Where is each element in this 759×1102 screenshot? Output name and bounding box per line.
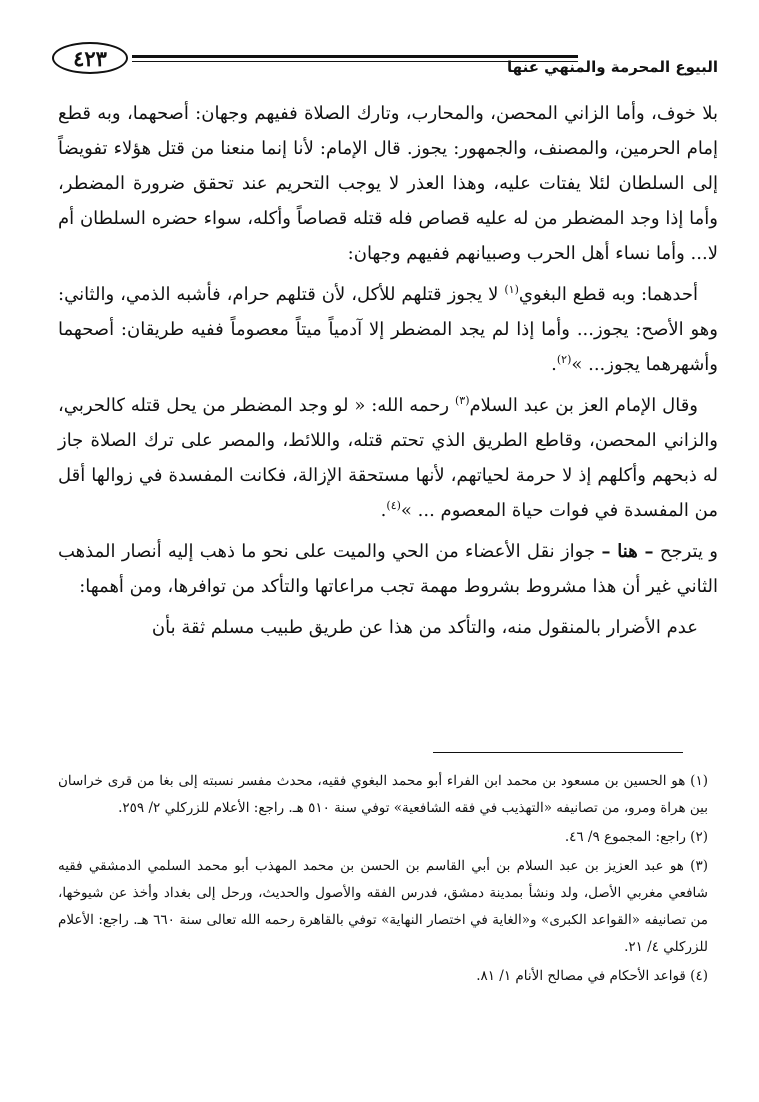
paragraph-3: [58, 388, 718, 528]
paragraph-4-emphasis: – هنا –: [601, 541, 654, 562]
footnotes: [58, 768, 708, 992]
footnote-ref-3: (٣): [454, 394, 470, 407]
footnote-separator: [433, 752, 683, 753]
paragraph-4: [58, 534, 718, 604]
paragraph-1: بلا خوف، وأما الزاني المحصن، والمحارب، وتارك الصلاة ففيهم وجهان: أصحهما، وبه قطع إمام الحرمين، والمصنف، والجمهور: يجوز. قال الإمام: لأنا إنما منعنا من قتل هؤلاء تفويضاً إلى السلطان لئلا يفتات عليه، وهذا العذر لا يوجب التحريم عند تحقق ضرورة المضطر، وأما إذا وجد المضطر من له عليه قصاص فله قتله قصاصاً وأكله، سواء حضره السلطان أم لا... وأما نساء أهل الحرب وصبيانهم ففيهم وجهان:: [58, 103, 718, 264]
footnote-ref-4: (٤): [386, 499, 401, 512]
paragraph-2-text-a: أحدهما: وبه قطع البغوي: [518, 284, 698, 305]
footnote-ref-2: (٢): [556, 353, 572, 366]
paragraph-4-text-b: جواز نقل الأعضاء من الحي والميت على نحو ما ذهب إليه أنصار المذهب الثاني غير أن هذا مشروط بشروط مهمة تجب مراعاتها والتأكد من توافرها، ومن أهمها:: [58, 541, 718, 597]
paragraph-3-text-a: وقال الإمام العز بن عبد السلام: [469, 395, 698, 416]
footnote-ref-1: (١): [504, 283, 519, 296]
paragraph-2-text-b: لا يجوز قتلهم للأكل، لأن قتلهم حرام، فأشبه الذمي، والثاني: وهو الأصح: يجوز... وأما إذا لم يجد المضطر إلا آدمياً ميتاً معصوماً ففيه طريقان: أصحهما وأشهرهما يجوز... »: [58, 284, 718, 375]
paragraph-3-text-b: رحمه الله: « لو وجد المضطر من يحل قتله كالحربي، والزاني المحصن، وقاطع الطريق الذي تحتم قتله، واللائط، والمصر على ترك الصلاة جاز له ذبحهم وأكلهم إذ لا حرمة لحياتهم، لأنها مستحقة الإزالة، فكانت المفسدة في زوالها أقل من المفسدة في فوات حياة المعصوم ... »: [58, 395, 719, 521]
footnote-3: (٣) هو عبد العزيز بن عبد السلام بن أبي القاسم بن الحسن بن محمد المهذب أبو محمد السلمي الدمشقي فقيه شافعي مغربي الأصل، ولد ونشأ بمدينة دمشق، فدرس الفقه والأصول والحديث، ورحل إلى بغداد وأخذ عن شيوخها، من تصانيفه «القواعد الكبرى» و«الغاية في اختصار النهاية» توفي بالقاهرة رحمه الله تعالى سنة ٦٦٠ هـ. راجع: الأعلام للزركلي ٤/ ٢١.: [58, 858, 708, 955]
page-header: [52, 40, 718, 80]
footnote-1: (١) هو الحسين بن مسعود بن محمد ابن الفراء أبو محمد البغوي فقيه، محدث مفسر نسبته إلى بغا من قرى خراسان بين هراة ومرو، من تصانيفه «التهذيب في فقه الشافعية» توفي سنة ٥١٠ هـ. راجع: الأعلام للزركلي ٢/ ٢٥٩.: [58, 773, 708, 816]
paragraph-5: عدم الأضرار بالمنقول منه، والتأكد من هذا عن طريق طبيب مسلم ثقة بأن: [151, 617, 698, 638]
running-title: البيوع المحرمة والمنهي عنها: [507, 58, 718, 76]
footnote-4: (٤) قواعد الأحكام في مصالح الأنام ١/ ٨١.: [476, 968, 708, 984]
paragraph-2: [58, 277, 718, 382]
page-number-oval: [52, 42, 128, 74]
paragraph-3-end: .: [380, 500, 387, 521]
paragraph-4-text-a: و يترجح: [653, 541, 718, 562]
paragraph-2-end: .: [551, 354, 557, 375]
footnote-2: (٢) راجع: المجموع ٩/ ٤٦.: [564, 829, 708, 845]
main-text: [58, 96, 718, 651]
page-number: ٤٢٣: [73, 45, 107, 71]
